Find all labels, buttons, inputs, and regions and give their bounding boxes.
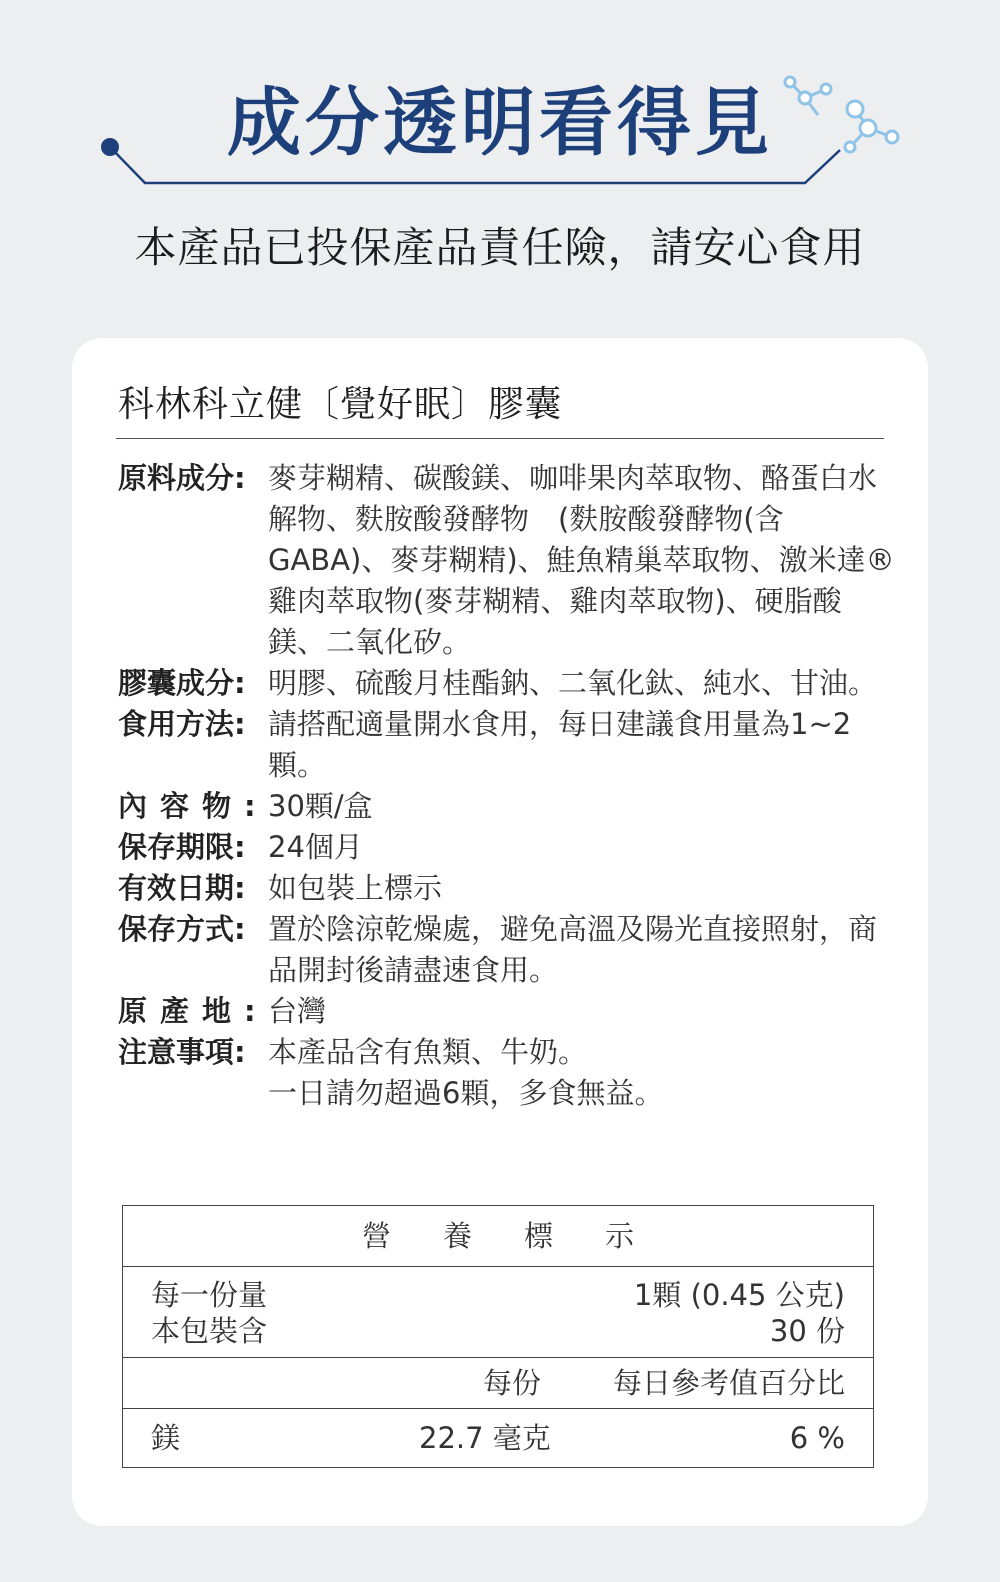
spec-row-shelf-life xyxy=(118,827,898,868)
spec-row-expiry xyxy=(118,868,898,909)
nutrient-name: 鎂 xyxy=(151,1421,181,1455)
spec-row-origin xyxy=(118,991,898,1032)
nutrient-per-serving: 22.7 毫克 xyxy=(419,1421,551,1455)
spec-label: 有效日期: xyxy=(118,871,246,905)
nutrition-column-headers xyxy=(123,1358,873,1409)
spec-row-ingredients xyxy=(118,458,898,663)
serving-size-label: 每一份量 xyxy=(151,1278,268,1312)
spec-list xyxy=(118,458,898,1114)
spec-row-storage xyxy=(118,909,898,991)
servings-per-package-value: 30 份 xyxy=(769,1314,845,1348)
spec-label: 保存期限: xyxy=(118,830,246,864)
nutrition-row xyxy=(123,1409,873,1467)
spec-value: 台灣 xyxy=(268,994,327,1028)
spec-label: 注意事項: xyxy=(118,1035,246,1069)
product-info-card xyxy=(72,338,928,1526)
page-headline: 成分透明看得見 xyxy=(227,80,773,166)
spec-label-text: 內容物: xyxy=(118,789,269,823)
spec-value: 請搭配適量開水食用，每日建議食用量為1~2顆。 xyxy=(268,707,852,782)
spec-label: 原料成分: xyxy=(118,461,246,495)
daily-value-header: 每日參考值百分比 xyxy=(612,1366,845,1400)
spec-value: 30顆/盒 xyxy=(268,789,373,823)
spec-label xyxy=(118,991,268,1032)
spec-label: 膠囊成分: xyxy=(118,666,246,700)
spec-value: 24個月 xyxy=(268,830,363,864)
page-subheadline: 本產品已投保產品責任險，請安心食用 xyxy=(134,223,866,272)
spec-value: 麥芽糊精、碳酸鎂、咖啡果肉萃取物、酪蛋白水解物、麩胺酸發酵物 (麩胺酸發酵物(含GABA)、麥芽糊精)、鮭魚精巢萃取物、激米達®雞肉萃取物(麥芽糊精、雞肉萃取物)、硬脂酸鎂、二氧化矽。 xyxy=(268,461,895,659)
serving-size-value: 1顆 (0.45 公克) xyxy=(633,1278,845,1312)
spec-label xyxy=(118,786,268,827)
spec-value: 本產品含有魚類、牛奶。 一日請勿超過6顆，多食無益。 xyxy=(268,1035,664,1110)
spec-value: 明膠、硫酸月桂酯鈉、二氧化鈦、純水、甘油。 xyxy=(268,666,878,700)
divider xyxy=(116,438,884,439)
spec-row-capsule xyxy=(118,663,898,704)
spec-value: 置於陰涼乾燥處，避免高溫及陽光直接照射，商品開封後請盡速食用。 xyxy=(268,912,878,987)
spec-row-notes xyxy=(118,1032,898,1114)
product-name: 科林科立健〔覺好眠〕膠囊 xyxy=(118,384,563,425)
spec-label-text: 原產地: xyxy=(118,994,269,1028)
spec-row-usage xyxy=(118,704,898,786)
servings-per-package-label: 本包裝含 xyxy=(151,1314,268,1348)
nutrient-daily-value: 6 % xyxy=(789,1421,845,1455)
spec-value: 如包裝上標示 xyxy=(268,871,443,905)
nutrition-facts-table xyxy=(122,1205,874,1468)
nutrition-title: 營養標示 xyxy=(123,1206,873,1267)
per-serving-header: 每份 xyxy=(483,1366,542,1400)
spec-label: 食用方法: xyxy=(118,707,246,741)
nutrition-serving-block xyxy=(123,1267,873,1358)
spec-row-contents xyxy=(118,786,898,827)
spec-label: 保存方式: xyxy=(118,912,246,946)
